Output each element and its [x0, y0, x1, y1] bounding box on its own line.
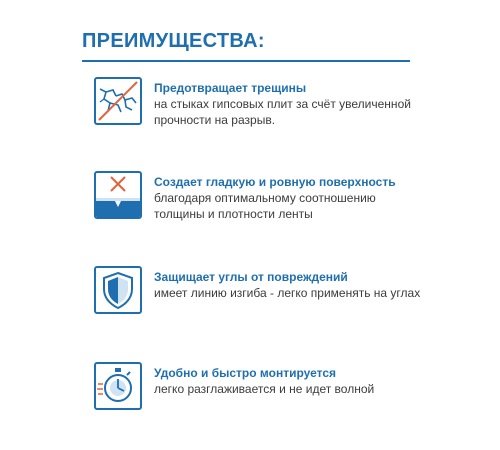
title-underline — [82, 60, 410, 62]
feature-item-cracks — [94, 77, 424, 129]
feature-item-smooth-surface — [94, 171, 424, 223]
shield-icon — [94, 266, 142, 314]
feature-title: Предотвращает трещины — [154, 81, 307, 95]
feature-description: на стыках гипсовых плит за счёт увеличенной прочности на разрыв. — [154, 97, 411, 127]
feature-title: Защищает углы от повреждений — [154, 270, 348, 284]
feature-title: Удобно и быстро монтируется — [154, 366, 337, 380]
stopwatch-icon — [94, 362, 142, 410]
feature-item-quick-install — [94, 362, 424, 414]
feature-description: легко разглаживается и не идет волной — [154, 382, 375, 396]
feature-item-corner-protection — [94, 266, 424, 318]
feature-description: благодаря оптимальному соотношению толщины и плотности ленты — [154, 191, 376, 221]
cracked-wall-crossed-icon — [94, 77, 142, 125]
page-title: ПРЕИМУЩЕСТВА: — [82, 30, 265, 52]
feature-description: имеет линию изгиба - легко применять на углах — [154, 286, 421, 300]
smooth-surface-icon — [94, 171, 142, 219]
feature-title: Создает гладкую и ровную поверхность — [154, 175, 396, 189]
